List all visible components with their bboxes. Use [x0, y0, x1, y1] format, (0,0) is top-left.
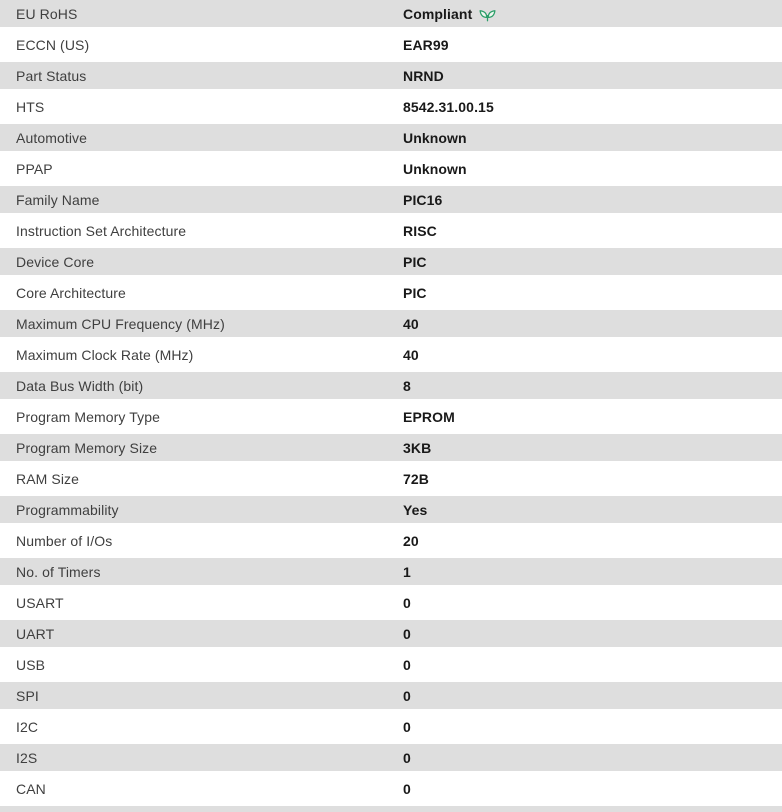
attribute-value-text: PIC — [403, 253, 427, 270]
attribute-label: Family Name — [16, 191, 100, 208]
attribute-value-text: Yes — [403, 501, 428, 518]
attribute-label: Maximum Clock Rate (MHz) — [16, 346, 194, 363]
attribute-value-text: EPROM — [403, 408, 455, 425]
attribute-value — [403, 285, 782, 301]
attribute-value — [403, 564, 782, 580]
attribute-label: Program Memory Size — [16, 439, 158, 456]
attribute-value — [403, 192, 782, 208]
attribute-label: EU RoHS — [16, 5, 78, 22]
table-row — [0, 186, 782, 217]
attribute-value — [403, 533, 782, 549]
attribute-value-text: 0 — [403, 687, 411, 704]
table-row — [0, 279, 782, 310]
table-row — [0, 434, 782, 465]
attribute-label: I2C — [16, 718, 39, 735]
attribute-label: USB — [16, 656, 46, 673]
attribute-value-text: 0 — [403, 625, 411, 642]
attribute-label: Program Memory Type — [16, 408, 161, 425]
attribute-label: Core Architecture — [16, 284, 126, 301]
attribute-value-text: 72B — [403, 470, 429, 487]
attribute-value — [403, 595, 782, 611]
attribute-value-text: 0 — [403, 718, 411, 735]
attribute-label: Data Bus Width (bit) — [16, 377, 144, 394]
attribute-value-text: 0 — [403, 594, 411, 611]
rohs-leaf-icon[interactable] — [479, 6, 496, 22]
attribute-label: SPI — [16, 687, 39, 704]
attribute-value-text: NRND — [403, 67, 444, 84]
attribute-value — [403, 254, 782, 270]
attribute-value — [403, 750, 782, 766]
attribute-value — [403, 130, 782, 146]
attribute-value-text: 8542.31.00.15 — [403, 98, 494, 115]
attribute-value-text: 40 — [403, 315, 419, 332]
table-row — [0, 0, 782, 31]
table-row — [0, 31, 782, 62]
table-row — [0, 372, 782, 403]
partial-next-row — [0, 806, 782, 812]
table-row — [0, 682, 782, 713]
table-row — [0, 62, 782, 93]
attribute-value — [403, 657, 782, 673]
attribute-value-text: 8 — [403, 377, 411, 394]
attribute-value-text: Compliant — [403, 5, 473, 22]
attribute-value-text: 0 — [403, 780, 411, 797]
attribute-value — [403, 5, 782, 22]
attribute-value — [403, 347, 782, 363]
attribute-value — [403, 688, 782, 704]
table-row — [0, 248, 782, 279]
table-row — [0, 93, 782, 124]
attribute-label: Automotive — [16, 129, 88, 146]
table-row — [0, 620, 782, 651]
table-row — [0, 124, 782, 155]
attribute-value — [403, 781, 782, 797]
attribute-label: Device Core — [16, 253, 95, 270]
attribute-value — [403, 99, 782, 115]
attribute-value-text: PIC — [403, 284, 427, 301]
table-row — [0, 403, 782, 434]
table-row — [0, 527, 782, 558]
attribute-value — [403, 378, 782, 394]
attribute-value — [403, 223, 782, 239]
attribute-value — [403, 37, 782, 53]
table-row — [0, 713, 782, 744]
attribute-value — [403, 161, 782, 177]
attribute-value — [403, 316, 782, 332]
attribute-label: Programmability — [16, 501, 119, 518]
attribute-label: Maximum CPU Frequency (MHz) — [16, 315, 225, 332]
attribute-label: ECCN (US) — [16, 36, 90, 53]
table-row — [0, 589, 782, 620]
attribute-value-text: PIC16 — [403, 191, 443, 208]
table-row — [0, 775, 782, 806]
attribute-value-text: RISC — [403, 222, 437, 239]
attribute-value-text: 20 — [403, 532, 419, 549]
attribute-label: PPAP — [16, 160, 53, 177]
table-row — [0, 465, 782, 496]
attribute-label: USART — [16, 594, 64, 611]
attribute-label: UART — [16, 625, 55, 642]
attribute-label: CAN — [16, 780, 46, 797]
attribute-value — [403, 471, 782, 487]
table-row — [0, 310, 782, 341]
attribute-value-text: 40 — [403, 346, 419, 363]
attribute-label: Part Status — [16, 67, 87, 84]
attribute-value — [403, 502, 782, 518]
attribute-value-text: Unknown — [403, 160, 467, 177]
attribute-value-text: Unknown — [403, 129, 467, 146]
table-row — [0, 155, 782, 186]
table-row — [0, 341, 782, 372]
table-row — [0, 558, 782, 589]
attribute-value — [403, 719, 782, 735]
attribute-value-text: 0 — [403, 656, 411, 673]
attribute-value-text: EAR99 — [403, 36, 449, 53]
attribute-value — [403, 68, 782, 84]
attribute-label: HTS — [16, 98, 45, 115]
attribute-label: No. of Timers — [16, 563, 101, 580]
attribute-value-text: 0 — [403, 749, 411, 766]
attribute-label: I2S — [16, 749, 38, 766]
table-row — [0, 496, 782, 527]
attribute-value-text: 3KB — [403, 439, 432, 456]
attribute-label: RAM Size — [16, 470, 80, 487]
table-row — [0, 217, 782, 248]
attribute-label: Number of I/Os — [16, 532, 113, 549]
table-row — [0, 744, 782, 775]
attribute-value — [403, 440, 782, 456]
attribute-value — [403, 409, 782, 425]
attribute-value-text: 1 — [403, 563, 411, 580]
attribute-label: Instruction Set Architecture — [16, 222, 187, 239]
attribute-value — [403, 626, 782, 642]
table-row — [0, 651, 782, 682]
